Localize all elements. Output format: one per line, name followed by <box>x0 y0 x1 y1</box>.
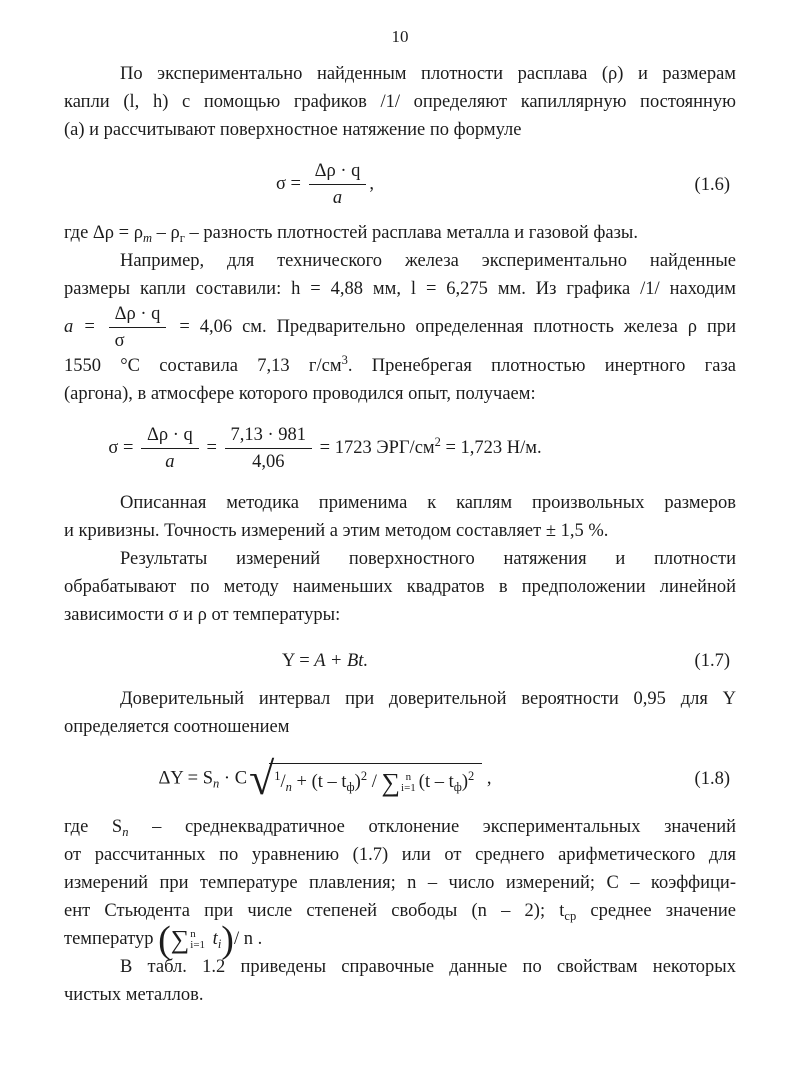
sum-icon: ∑ <box>170 924 190 954</box>
subscript: n <box>213 776 220 791</box>
paragraph-confidence <box>64 685 736 741</box>
paragraph-text: 1550 °С составила 7,13 г/см <box>64 356 342 376</box>
radical-text: ) <box>354 772 361 792</box>
paragraph-line: Например, для технического железа экспериментально найденные <box>120 251 736 271</box>
sum-upper-limit: n <box>405 770 412 783</box>
superscript: 2 <box>434 434 441 449</box>
subscript: i <box>217 937 222 951</box>
paragraph-text: среднее значение <box>576 901 736 921</box>
subscript: ф <box>346 780 355 794</box>
legend-text: где Δρ = ρ <box>64 223 143 243</box>
equation-result: = 1,723 Н/м. <box>440 437 542 458</box>
subscript: n <box>122 825 129 839</box>
legend-text: – ρ <box>152 223 180 243</box>
paragraph-intro <box>64 60 736 144</box>
equation-coefficient: · C <box>219 768 248 789</box>
equation-number: (1.6) <box>694 174 730 195</box>
fraction-denominator: 4,06 <box>252 452 285 472</box>
paragraph-line: чистых металлов. <box>64 985 204 1005</box>
fraction-numerator: Δρ · q <box>309 160 367 185</box>
paragraph-line: В табл. 1.2 приведены справочные данные по свойствам некоторых <box>120 957 736 977</box>
radical-content <box>269 763 482 795</box>
equation-comma: , <box>369 173 375 194</box>
subscript: ср <box>564 909 577 923</box>
paragraph-text: / n . <box>233 929 263 949</box>
fraction <box>138 424 202 473</box>
paragraph-table-reference <box>64 953 736 1009</box>
equals-sign: = <box>201 437 222 458</box>
paragraph-line: измерений при температуре плавления; n – число измерений; С – коэффици- <box>64 873 736 893</box>
equation-1-8 <box>64 753 736 804</box>
inline-math: t <box>208 929 218 949</box>
superscript: 3 <box>341 353 348 367</box>
close-paren: ) <box>221 918 234 961</box>
fraction-denominator: σ <box>114 331 125 351</box>
paragraph-line: размеры капли составили: h = 4,88 мм, l = 6,275 мм. Из графика /1/ находим <box>64 279 736 299</box>
paragraph-text: = 4,06 см. Предварительно определенная плотность железа ρ при <box>169 316 737 337</box>
equation-1-7 <box>64 647 736 675</box>
paragraph-line: (аргона), в атмосфере которого проводился опыт, получаем: <box>64 384 536 404</box>
radical-text: ) <box>461 772 469 792</box>
paragraph-example <box>64 247 736 408</box>
equation-1-6 <box>64 160 736 209</box>
fraction-denominator: a <box>332 188 343 208</box>
paragraph-line: Описанная методика применима к каплям произвольных размеров <box>120 493 736 513</box>
sum-lower-limit: i=1 <box>401 781 416 794</box>
page-number: 10 <box>391 27 409 46</box>
paragraph-line-with-subscript <box>64 813 736 841</box>
fraction-numerator: Δρ · q <box>109 303 167 328</box>
equation-rhs: A + Bt. <box>314 651 369 671</box>
paragraph-line: (а) и рассчитывают поверхностное натяжение по формуле <box>64 120 522 140</box>
equation-lhs: ΔY = S <box>158 768 214 789</box>
subscript: m <box>142 231 152 245</box>
sum-limits <box>190 929 205 951</box>
sum-upper-limit: n <box>190 927 196 940</box>
paragraph-line-with-sum <box>64 918 736 961</box>
slash: / <box>367 772 382 792</box>
paragraph-line: Доверительный интервал при доверительной вероятности 0,95 для Y <box>120 689 736 709</box>
open-paren: ( <box>158 918 171 961</box>
fraction <box>306 160 370 209</box>
radical-text: + (t – t <box>291 772 347 792</box>
paragraph-line: капли (l, h) с помощью графиков /1/ определяют капиллярную постоянную <box>64 92 736 112</box>
equation-lhs: σ = <box>275 173 306 194</box>
paragraph-text: – среднеквадратичное отклонение экспериментальных значений <box>128 817 736 837</box>
fraction-denominator: a <box>165 452 175 472</box>
equation-lhs: σ = <box>108 437 139 458</box>
fraction-n: n <box>285 780 292 794</box>
equation-comma: , <box>482 768 492 789</box>
slash: / <box>280 772 286 792</box>
paragraph-line: зависимости σ и ρ от температуры: <box>64 605 341 625</box>
paragraph-line: обрабатывают по методу наименьших квадратов в предположении линейной <box>64 577 736 597</box>
superscript: 2 <box>360 769 368 783</box>
equation-lhs: Y = <box>281 651 315 671</box>
paragraph-line-with-fraction <box>64 303 736 352</box>
inline-math: a = <box>64 316 106 337</box>
subscript: г <box>179 231 185 245</box>
paragraph-text: ент Стьюдента при числе степеней свободы (n – 2); t <box>64 901 565 921</box>
equation-legend <box>64 219 736 247</box>
radical-text: (t – t <box>418 772 454 792</box>
fraction <box>106 303 170 352</box>
sum-limits <box>401 772 416 794</box>
fraction <box>222 424 316 473</box>
paragraph-line: По экспериментально найденным плотности расплава (ρ) и размерам <box>120 64 736 84</box>
paragraph-text: . Пренебрегая плотностью инертного газа <box>347 356 736 376</box>
equation-result: = 1723 ЭРГ/см <box>315 437 435 458</box>
paragraph-line-with-superscript <box>64 352 736 380</box>
equation-number: (1.8) <box>694 769 730 789</box>
paragraph-definitions <box>64 813 736 961</box>
paragraph-line: определяется соотношением <box>64 717 290 737</box>
fraction-numerator: 7,13 · 981 <box>225 424 313 449</box>
paragraph-line: Результаты измерений поверхностного натяжения и плотности <box>120 549 736 569</box>
sum-icon: ∑ <box>381 767 401 797</box>
radical <box>249 753 482 804</box>
paragraph-text: температур <box>64 929 159 949</box>
superscript: 2 <box>468 769 475 783</box>
paragraph-text: где S <box>64 817 123 837</box>
paragraph-line: от рассчитанных по уравнению (1.7) или от среднего арифметического для <box>64 845 736 865</box>
radical-sign: √ <box>249 753 275 804</box>
subscript: ф <box>453 780 462 794</box>
legend-text: – разность плотностей расплава металла и газовой фазы. <box>184 223 638 243</box>
equation-number: (1.7) <box>694 651 730 671</box>
paragraph-method <box>64 489 736 629</box>
sum-lower-limit: i=1 <box>190 938 206 951</box>
fraction-one: 1 <box>274 769 281 783</box>
paragraph-line: и кривизны. Точность измерений а этим методом составляет ± 1,5 %. <box>64 521 609 541</box>
fraction-numerator: Δρ · q <box>141 424 199 449</box>
equation-iron-calculation <box>64 424 736 473</box>
